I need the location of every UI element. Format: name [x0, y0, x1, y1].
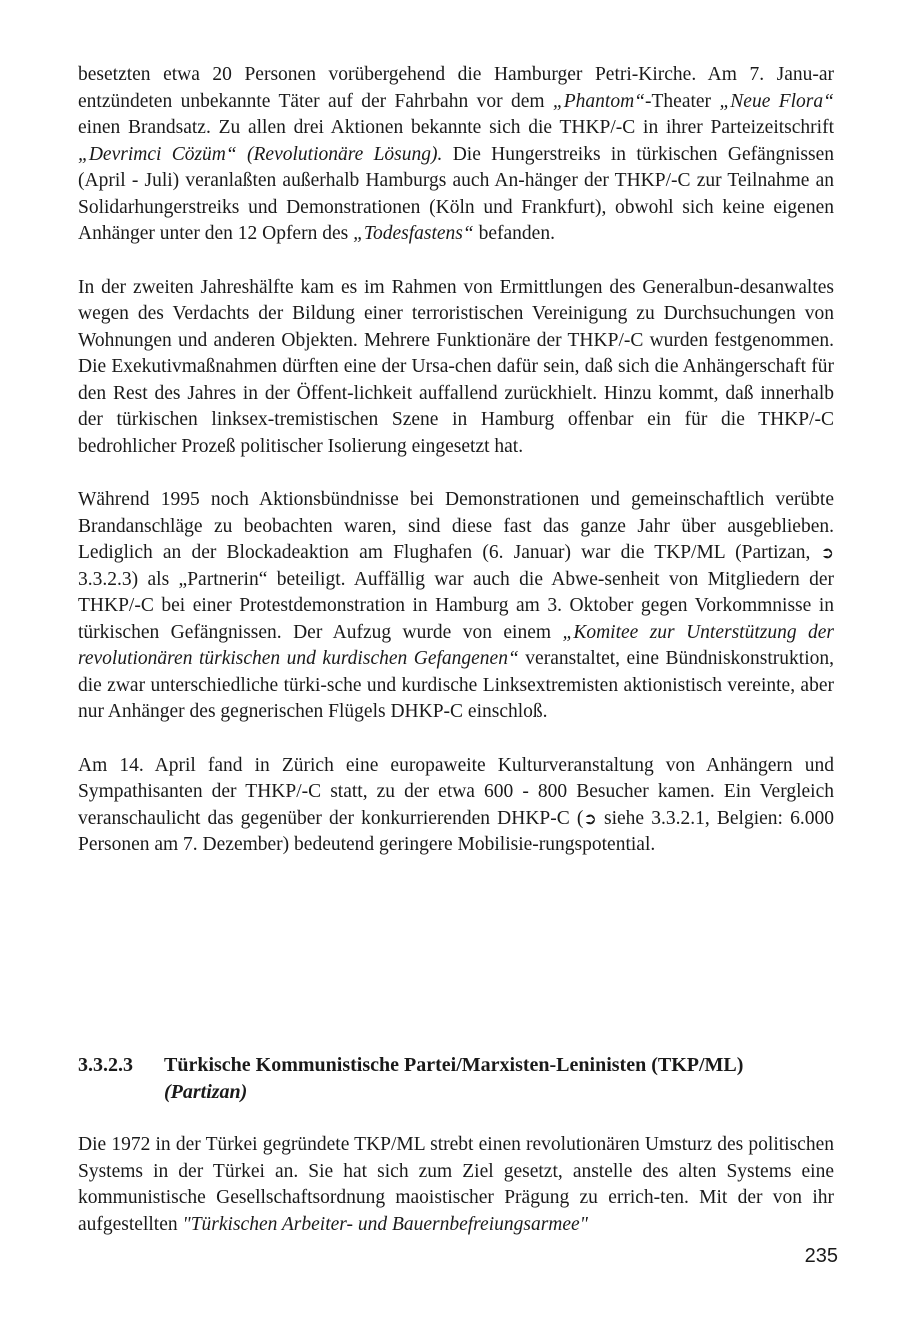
italic-text: „Todesfastens“ — [353, 223, 474, 244]
cross-reference-arrow-icon: ➲ — [820, 543, 834, 562]
italic-text: „Komitee zur Unterstützung der revolutionären türkischen und kurdischen Gefangenen“ — [78, 621, 834, 669]
paragraph-4 — [78, 753, 834, 859]
italic-text: „Phantom“ — [552, 90, 646, 112]
paragraph-text: In der zweiten Jahreshälfte kam es im Rahmen von Ermittlungen des Generalbun-desanwaltes wegen des Verdachts der Bildung einer terroristischen Vereinigung zu Durchsuchungen von Wohnungen und anderen Objekten. Mehrere Funktionäre der THKP/-C wurden festgenommen. Die Exekutivmaßnahmen dürften eine der Ursa-chen dafür sein, daß sich die Anhängerschaft für den Rest des Jahres in der Öffent-lichkeit auffallend zurückhielt. Hinzu kommt, daß innerhalb der türkischen linksex-tremistischen Szene in Hamburg offenbar ein für die THKP/-C bedrohlicher Prozeß politischer Isolierung eingesetzt hat. — [78, 276, 834, 457]
page-body — [78, 62, 834, 886]
paragraph-text: besetzten etwa 20 Personen vorübergehend die Hamburger Petri-Kirche. Am 7. Janu-ar entzündeten unbekannte Täter auf der Fahrbahn vor dem — [78, 64, 834, 112]
section-subtitle: (Partizan) — [164, 1081, 248, 1103]
paragraph-text: befanden. — [473, 223, 555, 244]
paragraph-5 — [78, 1132, 834, 1238]
section-number: 3.3.2.3 — [78, 1054, 133, 1076]
cross-reference-arrow-icon: ➲ — [583, 808, 597, 828]
paragraph-text: siehe 3.3.2.1, Belgien: 6.000 Personen am 7. Dezember) bedeutend geringere Mobilisie-rungspotential. — [78, 807, 834, 855]
paragraph-1 — [78, 62, 834, 248]
italic-text: „Devrimci Cözüm“ (Revolutionäre Lösung). — [78, 143, 443, 165]
paragraph-text: 3.3.2.3) als „Partnerin“ beteiligt. Auffällig war auch die Abwe-senheit von Mitgliedern der THKP/-C bei einer Protestdemonstration in Hamburg am 3. Oktober gegen Vorkommnisse in türkischen Gefängnissen. Der Aufzug wurde von einem — [78, 568, 834, 643]
page-body-lower — [78, 1132, 834, 1265]
section-heading — [78, 1052, 838, 1106]
paragraph-text: -Theater — [645, 90, 720, 112]
paragraph-text: Die 1972 in der Türkei gegründete TKP/ML strebt einen revolutionären Umsturz des politischen Systems in der Türkei an. Sie hat sich zum Ziel gesetzt, anstelle des alten Systems eine kommunistische Gesellschaftsordnung maoistischer Prägung zu errich-ten. Mit der von ihr aufgestellten — [78, 1134, 834, 1235]
paragraph-text: einen Brandsatz. Zu allen drei Aktionen bekannte sich die THKP/-C in ihrer Parteizeitschrift — [78, 117, 834, 138]
paragraph-text: Am 14. April fand in Zürich eine europaweite Kulturveranstaltung von Anhängern und Sympathisanten der THKP/-C statt, zu der etwa 600 - 800 Besucher kamen. Ein Vergleich veranschaulicht das gegenüber der konkurrierenden DHKP-C ( — [78, 754, 834, 829]
paragraph-text: Während 1995 noch Aktionsbündnisse bei Demonstrationen und gemeinschaftlich verübte Brandanschläge zu beobachten waren, sind diese fast das ganze Jahr über ausgeblieben. Lediglich an der Blockadeaktion am Flughafen (6. Januar) war die TKP/ML (Partizan, — [78, 489, 834, 563]
paragraph-text: Die Hungerstreiks in türkischen Gefängnissen (April - Juli) veranlaßten außerhalb Hamburgs auch An-hänger der THKP/-C zur Teilnahme an Solidarhungerstreiks und Demonstrationen (Köln und Frankfurt), obwohl sich keine eigenen Anhänger unter den 12 Opfern des — [78, 143, 834, 244]
section-heading-line — [78, 1052, 838, 1079]
section-title: Türkische Kommunistische Partei/Marxisten-Leninisten (TKP/ML) — [164, 1054, 744, 1076]
paragraph-text: veranstaltet, eine Bündniskonstruktion, die zwar unterschiedliche türki-sche und kurdische Linksextremisten aktionistisch vereinte, aber nur Anhänger des gegnerischen Flügels DHKP-C einschloß. — [78, 648, 834, 722]
page-number: 235 — [804, 1245, 838, 1267]
paragraph-3 — [78, 487, 834, 726]
italic-text: "Türkischen Arbeiter- und Bauernbefreiungsarmee" — [182, 1213, 588, 1235]
italic-text: „Neue Flora“ — [719, 90, 834, 112]
paragraph-2 — [78, 275, 834, 461]
